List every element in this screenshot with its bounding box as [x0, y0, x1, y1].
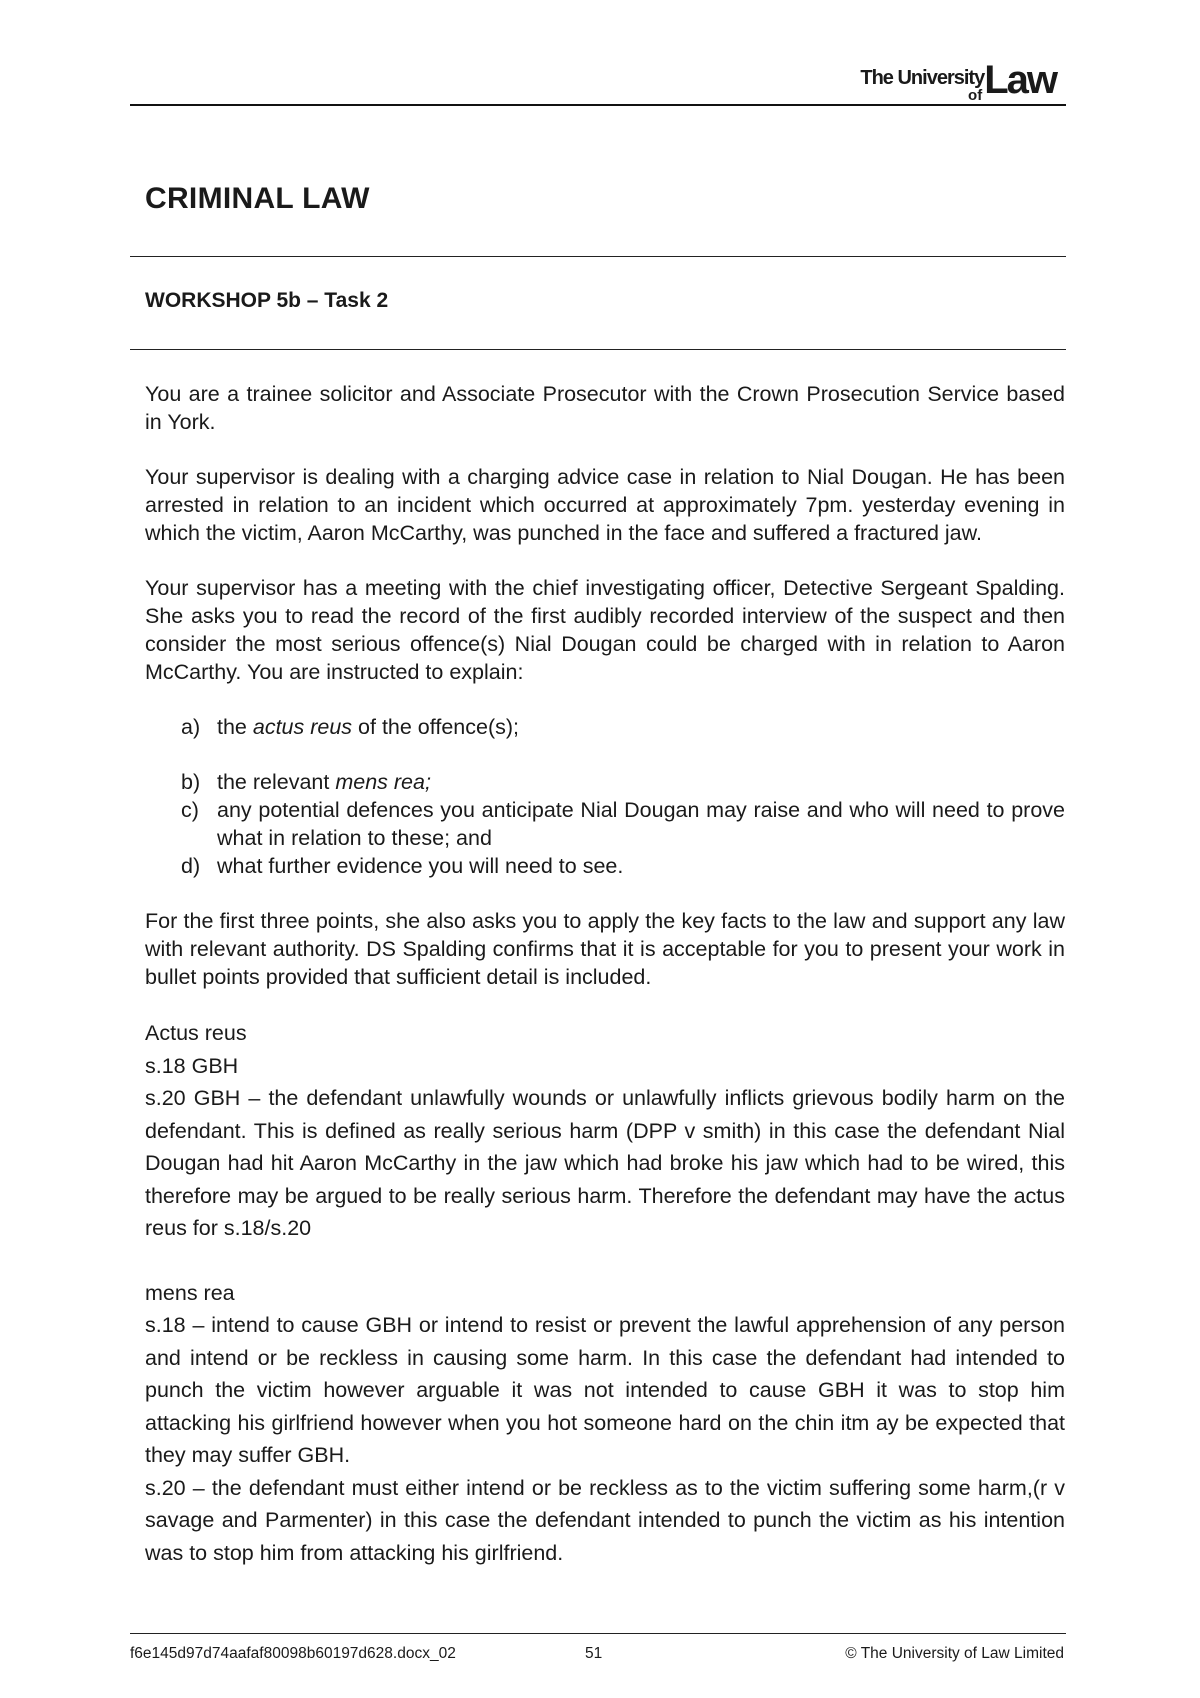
list-text: the: [217, 715, 253, 739]
bullet-points-paragraph: For the first three points, she also asks you to apply the key facts to the law and support any law with relevant authority. DS Spalding confirms that it is acceptable for you to present your work in bullet points provided that sufficient detail is included.: [145, 909, 1065, 989]
actus-reus-heading: Actus reus: [145, 1021, 247, 1045]
page-title: CRIMINAL LAW: [145, 182, 370, 215]
logo-text-of: of: [968, 87, 983, 104]
footer-divider: [130, 1633, 1066, 1634]
subtitle-divider: [130, 349, 1066, 350]
list-marker: b): [181, 770, 201, 794]
list-item: [145, 768, 1065, 796]
footer-copyright: © The University of Law Limited: [845, 1645, 1064, 1662]
list-item: [145, 796, 1065, 852]
spacer: [145, 1245, 1065, 1277]
list-marker: c): [181, 798, 199, 822]
mens-rea-heading: mens rea: [145, 1280, 235, 1305]
case-paragraph: Your supervisor is dealing with a charging advice case in relation to Nial Dougan. He has been arrested in relation to an incident which occurred at approximately 7pm. yesterday evening in which the victim, Aaron McCarthy, was punched in the face and suffered a fractured jaw.: [145, 465, 1065, 545]
document-body: [145, 380, 1065, 1569]
list-text: the relevant: [217, 770, 336, 794]
footer-document-id: f6e145d97d74aafaf80098b60197d628.docx_02: [130, 1645, 456, 1662]
footer-page-number: 51: [585, 1645, 603, 1662]
list-marker: d): [181, 854, 201, 878]
header-divider: [130, 104, 1066, 106]
list-text: what further evidence you will need to see.: [217, 854, 624, 878]
mens-rea-s20-paragraph: s.20 – the defendant must either intend or be reckless as to the victim suffering some harm,(r v savage and Parmenter) in this case the defendant intended to punch the victim as his intention was to stop him from attacking his girlfriend.: [145, 1475, 1065, 1565]
logo-text-law: Law: [984, 58, 1056, 102]
list-item: [145, 852, 1065, 880]
mens-rea-s18-paragraph: s.18 – intend to cause GBH or intend to resist or prevent the lawful apprehension of any person and intend or be reckless in causing some harm. In this case the defendant had intended to punch the victim however arguable it was not intended to cause GBH it was to stop him attacking his girlfriend however when you hot someone hard on the chin itm ay be expected that they may suffer GBH.: [145, 1313, 1065, 1467]
task-list-bcd: [145, 768, 1065, 880]
list-marker: a): [181, 715, 201, 739]
title-divider: [130, 256, 1066, 257]
list-italic-term: mens rea;: [335, 770, 431, 794]
task-list-a: [145, 713, 1065, 741]
logo-text-the-university: The University: [860, 67, 985, 89]
intro-paragraph: You are a trainee solicitor and Associate Prosecutor with the Crown Prosecution Service based in York.: [145, 382, 1065, 434]
s20-gbh-paragraph: s.20 GBH – the defendant unlawfully wounds or unlawfully inflicts grievous bodily harm on the defendant. This is defined as really serious harm (DPP v smith) in this case the defendant Nial Dougan had hit Aaron McCarthy in the jaw which had broke his jaw which had to be wired, this therefore may be argued to be really serious harm. Therefore the defendant may have the actus reus for s.18/s.20: [145, 1086, 1065, 1240]
list-text: of the offence(s);: [352, 715, 519, 739]
university-logo: [860, 58, 1056, 104]
s18-gbh-line: s.18 GBH: [145, 1053, 239, 1078]
instruction-paragraph: Your supervisor has a meeting with the chief investigating officer, Detective Sergeant Spalding. She asks you to read the record of the first audibly recorded interview of the suspect and then consider the most serious offence(s) Nial Dougan could be charged with in relation to Aaron McCarthy. You are instructed to explain:: [145, 576, 1065, 684]
list-italic-term: actus reus: [252, 715, 353, 739]
list-item: [145, 713, 1065, 741]
list-text: any potential defences you anticipate Nial Dougan may raise and who will need to prove what in relation to these; and: [217, 798, 1065, 850]
workshop-subtitle: WORKSHOP 5b – Task 2: [145, 289, 389, 312]
